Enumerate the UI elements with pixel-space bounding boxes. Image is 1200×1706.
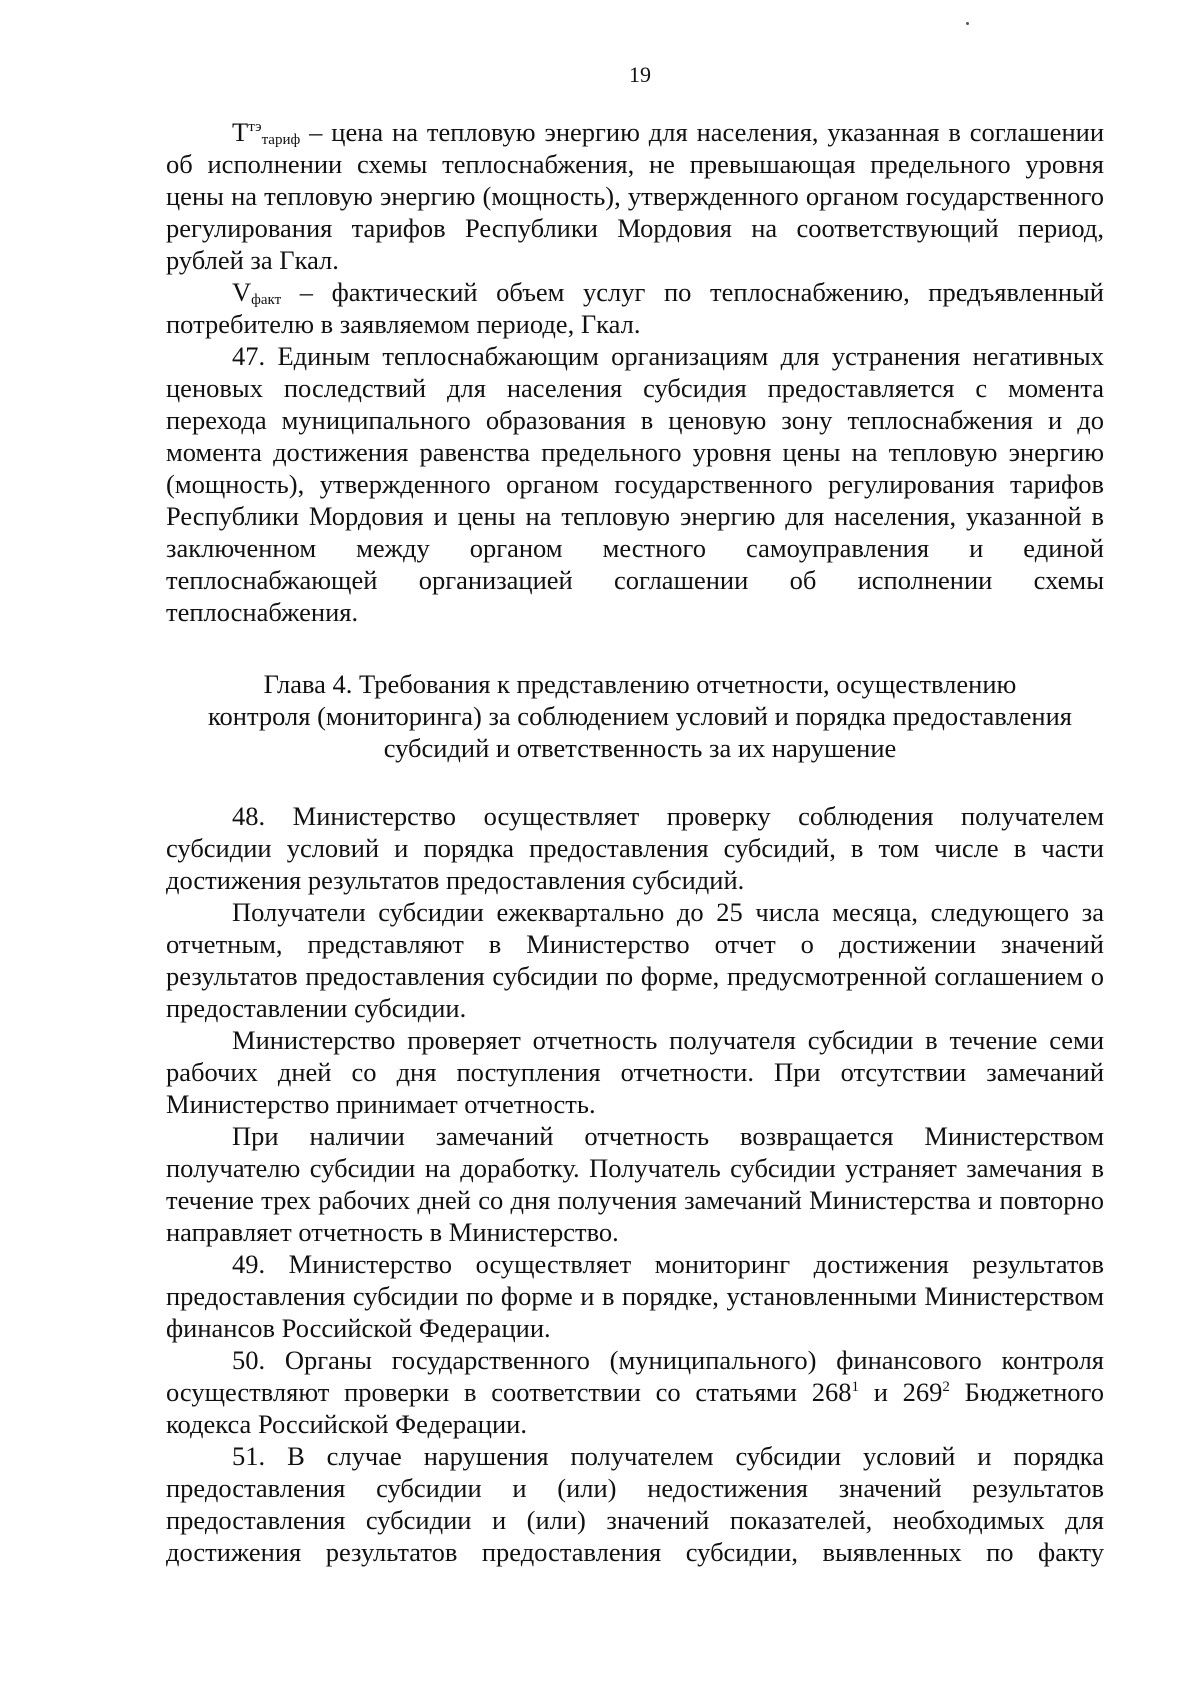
scan-speck (966, 22, 969, 25)
chapter-title-line-1: Глава 4. Требования к представлению отчетности, осуществлению (263, 669, 1017, 699)
chapter-title-line-2: контроля (мониторинга) за соблюдением условий и порядка предоставления (208, 701, 1072, 731)
body-top (166, 116, 1104, 628)
paragraph-50: 50. Органы государственного (муниципального) финансового контроля осуществляют проверки в соответствии со статьями $268^1$ и $269^2$ Бюджетного кодекса Российской Федерации. (166, 1345, 1104, 1439)
formula-v-definition: $V_{факт}$ – фактический объем услуг по теплоснабжению, предъявленный потребителю в заявляемом периоде, Гкал. (166, 277, 1104, 339)
paragraph-48-verification: Министерство проверяет отчетность получателя субсидии в течение семи рабочих дней со дня поступления отчетности. При отсутствии замечаний Министерство принимает отчетность. (166, 1025, 1104, 1119)
t-symbol: $Т^{тэ}_{тариф}$ (232, 117, 301, 148)
chapter-title-line-3: субсидий и ответственность за их нарушение (383, 733, 897, 763)
paragraph-48: 48. Министерство осуществляет проверку соблюдения получателем субсидии условий и порядка предоставления субсидий, в том числе в части достижения результатов предоставления субсидий. (166, 801, 1104, 895)
paragraph-48-remarks: При наличии замечаний отчетность возвращается Министерством получателю субсидии на доработку. Получатель субсидии устраняет замечания в течение трех рабочих дней со дня получения замечаний Министерства и повторно направляет отчетность в Министерство. (166, 1121, 1104, 1247)
chapter-heading (166, 668, 1104, 764)
body-bottom (166, 800, 1104, 1568)
paragraph-48-reporting: Получатели субсидии ежеквартально до 25 числа месяца, следующего за отчетным, представляют в Министерство отчет о достижении значений результатов предоставления субсидии по форме, предусмотренной соглашением о предоставлении субсидии. (166, 897, 1104, 1023)
page-number: 19 (629, 62, 651, 87)
paragraph-47: 47. Единым теплоснабжающим организациям для устранения негативных ценовых последствий для населения субсидия предоставляется с момента перехода муниципального образования в ценовую зону теплоснабжения и до момента достижения равенства предельного уровня цены на тепловую энергию (мощность), утвержденного органом государственного регулирования тарифов Республики Мордовия и цены на тепловую энергию для населения, указанной в заключенном между органом местного самоуправления и единой теплоснабжающей организацией соглашении об исполнении схемы теплоснабжения. (166, 341, 1104, 627)
paragraph-51: 51. В случае нарушения получателем субсидии условий и порядка предоставления субсидии и (или) недостижения значений результатов предоставления субсидии и (или) значений показателей, необходимых для достижения результатов предоставления субсидии, выявленных по факту (166, 1441, 1104, 1567)
v-symbol: $V_{факт}$ (232, 277, 282, 308)
formula-t-definition: $Т^{тэ}_{тариф}$ – цена на тепловую энергию для населения, указанная в соглашении об исполнении схемы теплоснабжения, не превышающая предельного уровня цены на тепловую энергию (мощность), утвержденного органом государственного регулирования тарифов Республики Мордовия на соответствующий период, рублей за Гкал. (166, 117, 1104, 275)
paragraph-49: 49. Министерство осуществляет мониторинг достижения результатов предоставления субсидии по форме и в порядке, установленными Министерством финансов Российской Федерации. (166, 1249, 1104, 1343)
